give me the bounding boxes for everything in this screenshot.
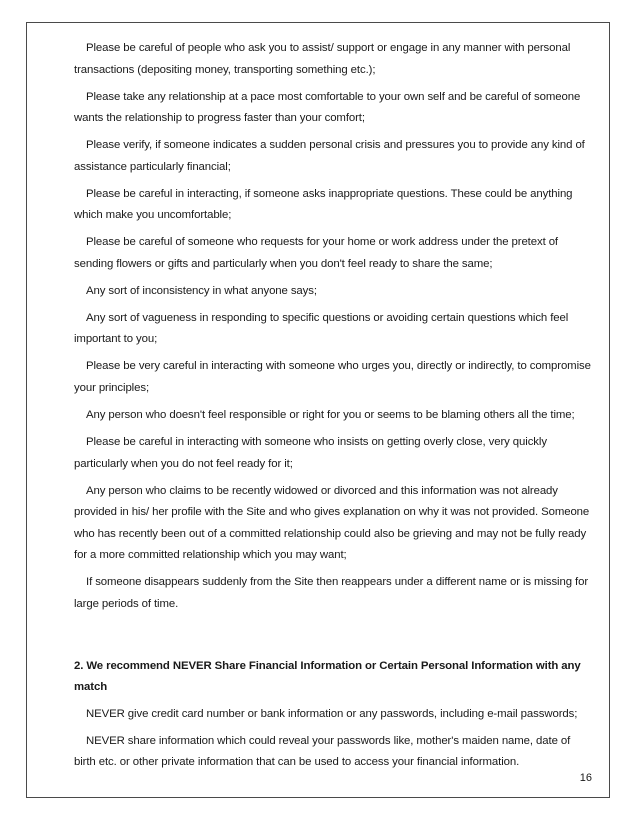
paragraph: If someone disappears suddenly from the Site then reappears under a different name or is missing for large periods of time.	[74, 576, 589, 610]
paragraph: Please be careful in interacting, if someone asks inappropriate questions. These could be anything which make you uncomfortable;	[74, 187, 573, 222]
paragraph: Please be very careful in interacting with someone who urges you, directly or indirectly, to compromise your principles;	[74, 360, 591, 395]
section-heading: 2. We recommend NEVER Share Financial Information or Certain Personal Information with any match	[74, 659, 581, 694]
page-number: 16	[579, 772, 592, 784]
document-body	[74, 38, 594, 779]
paragraph: NEVER share information which could reveal your passwords like, mother's maiden name, date of birth etc. or other private information that can be used to access your financial information.	[74, 734, 571, 769]
paragraph: Any sort of inconsistency in what anyone says;	[86, 284, 317, 297]
paragraph: Please take any relationship at a pace most comfortable to your own self and be careful of someone wants the relationship to progress faster than your comfort;	[74, 90, 581, 125]
paragraph: Please verify, if someone indicates a sudden personal crisis and pressures you to provide any kind of assistance particularly financial;	[74, 139, 585, 173]
paragraph: Any person who doesn't feel responsible or right for you or seems to be blaming others all the time;	[86, 409, 575, 422]
paragraph: Please be careful of someone who requests for your home or work address under the pretext of sending flowers or gifts and particularly when you don't feel ready to share the same;	[74, 236, 558, 270]
paragraph: Any person who claims to be recently widowed or divorced and this information was not already provided in his/ her profile with the Site and who gives explanation on why it was not provided. Someone who has recently been out of a committed relationship could also be grieving and may not be fully ready for a more committed relationship which you may want;	[74, 484, 590, 562]
paragraph: NEVER give credit card number or bank information or any passwords, including e-mail passwords;	[86, 707, 578, 720]
paragraph: Please be careful in interacting with someone who insists on getting overly close, very quickly particularly when you do not feel ready for it;	[74, 436, 547, 470]
paragraph: Please be careful of people who ask you to assist/ support or engage in any manner with personal transactions (depositing money, transporting something etc.);	[74, 42, 571, 76]
paragraph: Any sort of vagueness in responding to specific questions or avoiding certain questions which feel important to you;	[74, 311, 569, 346]
